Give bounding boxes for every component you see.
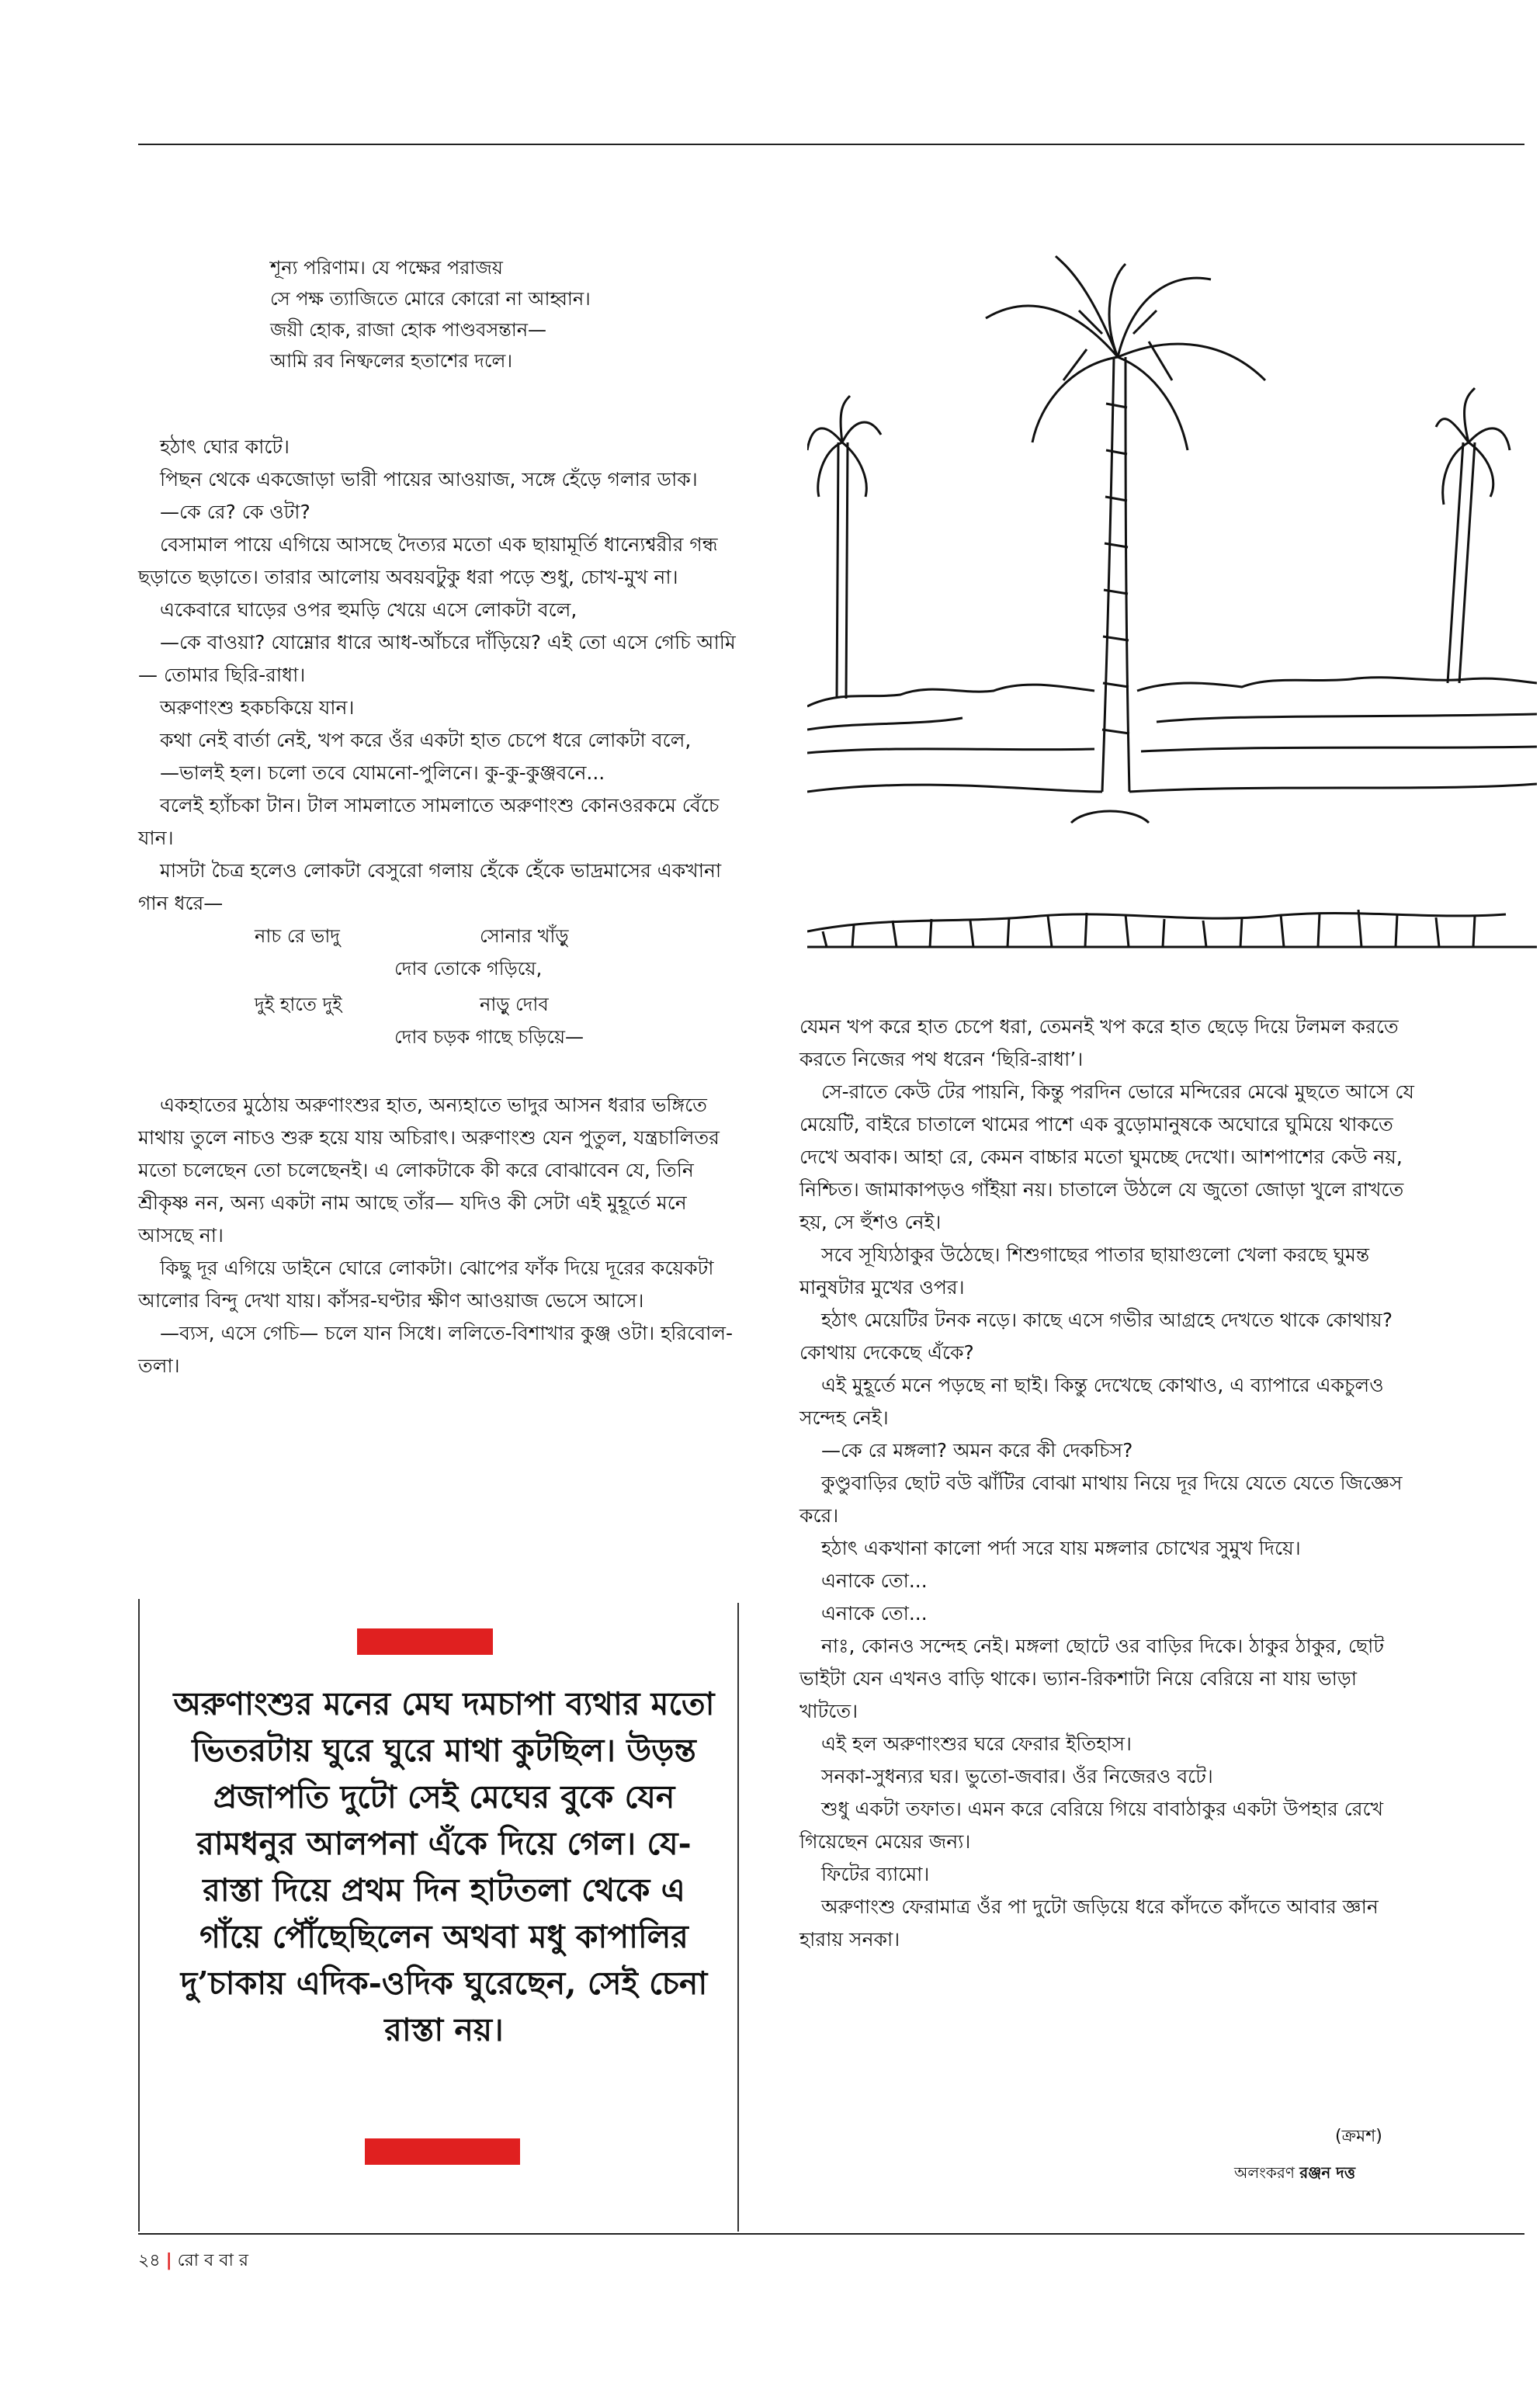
paragraph: অরুণাংশু হকচকিয়ে যান। bbox=[160, 696, 355, 719]
paragraph: সে-রাতে কেউ টের পায়নি, কিন্তু পরদিন ভোরে মন্দিরের মেঝে মুছতে আসে যে মেয়েটি, বাইরে চাতালে থামের পাশে এক বুড়োমানুষকে অঘোরে ঘুমিয়ে থাকতে দেখে অবাক। আহা রে, কেমন বাচ্চার মতো ঘুমচ্ছে দেখো। আশপাশের কেউ নয়, নিশ্চিত। জামাকাপড়ও গাঁইয়া নয়। চাতালে উঠলে যে জুতো জোড়া খুলে রাখতে হয়, সে হুঁশও নেই। bbox=[799, 1080, 1414, 1233]
pullquote-bottom-bar bbox=[365, 2138, 520, 2165]
song-line: সোনার খাঁড়ু bbox=[480, 925, 569, 947]
paragraph: এনাকে তো... bbox=[821, 1569, 928, 1592]
page-footer bbox=[138, 2247, 248, 2276]
paragraph: পিছন থেকে একজোড়া ভারী পায়ের আওয়াজ, সঙ্গে হেঁড়ে গলার ডাক। bbox=[160, 468, 698, 491]
right-column bbox=[799, 1011, 1420, 1956]
page-number: ২৪ bbox=[138, 2251, 161, 2270]
bottom-rule bbox=[138, 2233, 1524, 2235]
paragraph: যেমন খপ করে হাত চেপে ধরা, তেমনই খপ করে হাত ছেড়ে দিয়ে টলমল করতে করতে নিজের পথ ধরেন ‘ছিরি-রাধা’। bbox=[799, 1015, 1399, 1070]
paragraph: —ভালই হল। চলো তবে যোমনো-পুলিনে। কু-কু-কুঞ্জবনে... bbox=[160, 761, 605, 784]
paragraph: বেসামাল পায়ে এগিয়ে আসছে দৈত্যর মতো এক ছায়ামূর্তি ধান্যেশ্বরীর গন্ধ ছড়াতে ছড়াতে। তারার আলোয় অবয়বটুকু ধরা পড়ে শুধু, চোখ-মুখ না। bbox=[138, 533, 718, 588]
paragraph: —ব্যস, এসে গেচি— চলে যান সিধে। ললিতে-বিশাখার কুঞ্জ ওটা। হরিবোল-তলা। bbox=[138, 1322, 734, 1377]
song-line: দোব চড়ক গাছে চড়িয়ে— bbox=[394, 1026, 584, 1048]
paragraph: এই হল অরুণাংশুর ঘরে ফেরার ইতিহাস। bbox=[821, 1732, 1132, 1755]
song-line: নাড়ু দোব bbox=[480, 994, 549, 1015]
song-verse bbox=[138, 920, 744, 1056]
poem-excerpt bbox=[270, 252, 591, 376]
column-separator bbox=[737, 1603, 739, 2232]
paragraph: হঠাৎ ঘোর কাটে। bbox=[160, 435, 290, 458]
paragraph: এই মুহূর্তে মনে পড়ছে না ছাই। কিন্তু দেখেছে কোথাও, এ ব্যাপারে একচুলও সন্দেহ নেই। bbox=[799, 1374, 1384, 1429]
paragraph: বলেই হ্যাঁচকা টান। টাল সামলাতে সামলাতে অরুণাংশু কোনওরকমে বেঁচে যান। bbox=[138, 794, 720, 849]
poem-line: শূন্য পরিণাম। যে পক্ষের পরাজয় bbox=[270, 257, 503, 279]
paragraph: —কে রে মঙ্গলা? অমন করে কী দেকচিস? bbox=[821, 1439, 1133, 1462]
paragraph: —কে বাওয়া? যোম্নোর ধারে আধ-আঁচরে দাঁড়িয়ে? এই তো এসে গেচি আমি— তোমার ছিরি-রাধা। bbox=[138, 631, 736, 686]
poem-line: সে পক্ষ ত্যাজিতে মোরে কোরো না আহ্বান। bbox=[270, 288, 591, 310]
paragraph: অরুণাংশু ফেরামাত্র ওঁর পা দুটো জড়িয়ে ধরে কাঁদতে কাঁদতে আবার জ্ঞান হারায় সনকা। bbox=[799, 1895, 1379, 1951]
paragraph: কিছু দূর এগিয়ে ডাইনে ঘোরে লোকটা। ঝোপের ফাঁক দিয়ে দূরের কয়েকটা আলোর বিন্দু দেখা যায়। কাঁসর-ঘণ্টার ক্ষীণ আওয়াজ ভেসে আসে। bbox=[138, 1257, 714, 1312]
paragraph: সনকা-সুধন্যর ঘর। ভুতো-জবার। ওঁর নিজেরও বটে। bbox=[821, 1765, 1213, 1788]
paragraph: কথা নেই বার্তা নেই, খপ করে ওঁর একটা হাত চেপে ধরে লোকটা বলে, bbox=[160, 729, 692, 751]
pullquote-left-rule bbox=[138, 1599, 140, 2232]
folio-separator: | bbox=[165, 2251, 172, 2270]
paragraph: নাঃ, কোনও সন্দেহ নেই। মঙ্গলা ছোটে ওর বাড়ির দিকে। ঠাকুর ঠাকুর, ছোট ভাইটা যেন এখনও বাড়ি থাকে। ভ্যান-রিকশাটা নিয়ে বেরিয়ে না যায় ভাড়া খাটতে। bbox=[799, 1635, 1385, 1722]
poem-line: আমি রব নিষ্ফলের হতাশের দলে। bbox=[270, 350, 513, 372]
pullquote-top-bar bbox=[357, 1628, 493, 1655]
pull-quote: অরুণাংশুর মনের মেঘ দমচাপা ব্যথার মতো ভিতরটায় ঘুরে ঘুরে মাথা কুটছিল। উড়ন্ত প্রজাপতি দুটো সেই মেঘের বুকে যেন রামধনুর আলপনা এঁকে দিয়ে গেল। যে-রাস্তা দিয়ে প্রথম দিন হাটতলা থেকে এ গাঁয়ে পৌঁছেছিলেন অথবা মধু কাপালির দু’চাকায় এদিক-ওদিক ঘুরেছেন, সেই চেনা রাস্তা নয়। bbox=[173, 1685, 715, 2048]
illustration-credit bbox=[1234, 2162, 1355, 2187]
left-column bbox=[138, 431, 744, 1382]
song-line: নাচ রে ভাদু bbox=[255, 925, 340, 947]
magazine-name: রো ব বা র bbox=[177, 2251, 248, 2270]
paragraph: একেবারে ঘাড়ের ওপর হুমড়ি খেয়ে এসে লোকটা বলে, bbox=[160, 598, 578, 621]
paragraph: এনাকে তো... bbox=[821, 1602, 928, 1625]
paragraph: কুণ্ডুবাড়ির ছোট বউ ঝাঁটির বোঝা মাথায় নিয়ে দূর দিয়ে যেতে যেতে জিজ্ঞেস করে। bbox=[799, 1472, 1403, 1527]
paragraph: সবে সূয্যিঠাকুর উঠেছে। শিশুগাছের পাতার ছায়াগুলো খেলা করছে ঘুমন্ত মানুষটার মুখের ওপর। bbox=[799, 1243, 1370, 1299]
illustration-credit-label: অলংকরণ bbox=[1234, 2163, 1295, 2182]
paragraph: —কে রে? কে ওটা? bbox=[160, 501, 310, 523]
paragraph: হঠাৎ একখানা কালো পর্দা সরে যায় মঙ্গলার চোখের সুমুখ দিয়ে। bbox=[821, 1537, 1301, 1559]
paragraph: মাসটা চৈত্র হলেও লোকটা বেসুরো গলায় হেঁকে হেঁকে ভাদ্রমাসের একখানা গান ধরে— bbox=[138, 859, 722, 914]
paragraph: শুধু একটা তফাত। এমন করে বেরিয়ে গিয়ে বাবাঠাকুর একটা উপহার রেখে গিয়েছেন মেয়ের জন্য। bbox=[799, 1798, 1384, 1853]
paragraph: হঠাৎ মেয়েটির টনক নড়ে। কাছে এসে গভীর আগ্রহে দেখতে থাকে কোথায়? কোথায় দেকেছে এঁকে? bbox=[799, 1309, 1393, 1364]
poem-line: জয়ী হোক, রাজা হোক পাণ্ডবসন্তান— bbox=[270, 319, 547, 341]
paragraph: ফিটের ব্যামো। bbox=[821, 1863, 930, 1885]
continued-label: (ক্রমশ) bbox=[1335, 2127, 1382, 2146]
illustration-credit-name: রঞ্জন দত্ত bbox=[1299, 2163, 1356, 2182]
top-rule bbox=[138, 144, 1524, 145]
palm-tree-illustration bbox=[807, 248, 1537, 978]
song-line: দুই হাতে দুই bbox=[255, 994, 342, 1015]
paragraph: একহাতের মুঠোয় অরুণাংশুর হাত, অন্যহাতে ভাদুর আসন ধরার ভঙ্গিতে মাথায় তুলে নাচও শুরু হয়ে যায় অচিরাৎ। অরুণাংশু যেন পুতুল, যন্ত্রচালিতর মতো চলেছেন তো চলেছেনই। এ লোকটাকে কী করে বোঝাবেন যে, তিনি শ্রীকৃষ্ণ নন, অন্য একটা নাম আছে তাঁর— যদিও কী সেটা এই মুহূর্তে মনে আসছে না। bbox=[138, 1094, 720, 1247]
song-line: দোব তোকে গড়িয়ে, bbox=[394, 958, 543, 980]
